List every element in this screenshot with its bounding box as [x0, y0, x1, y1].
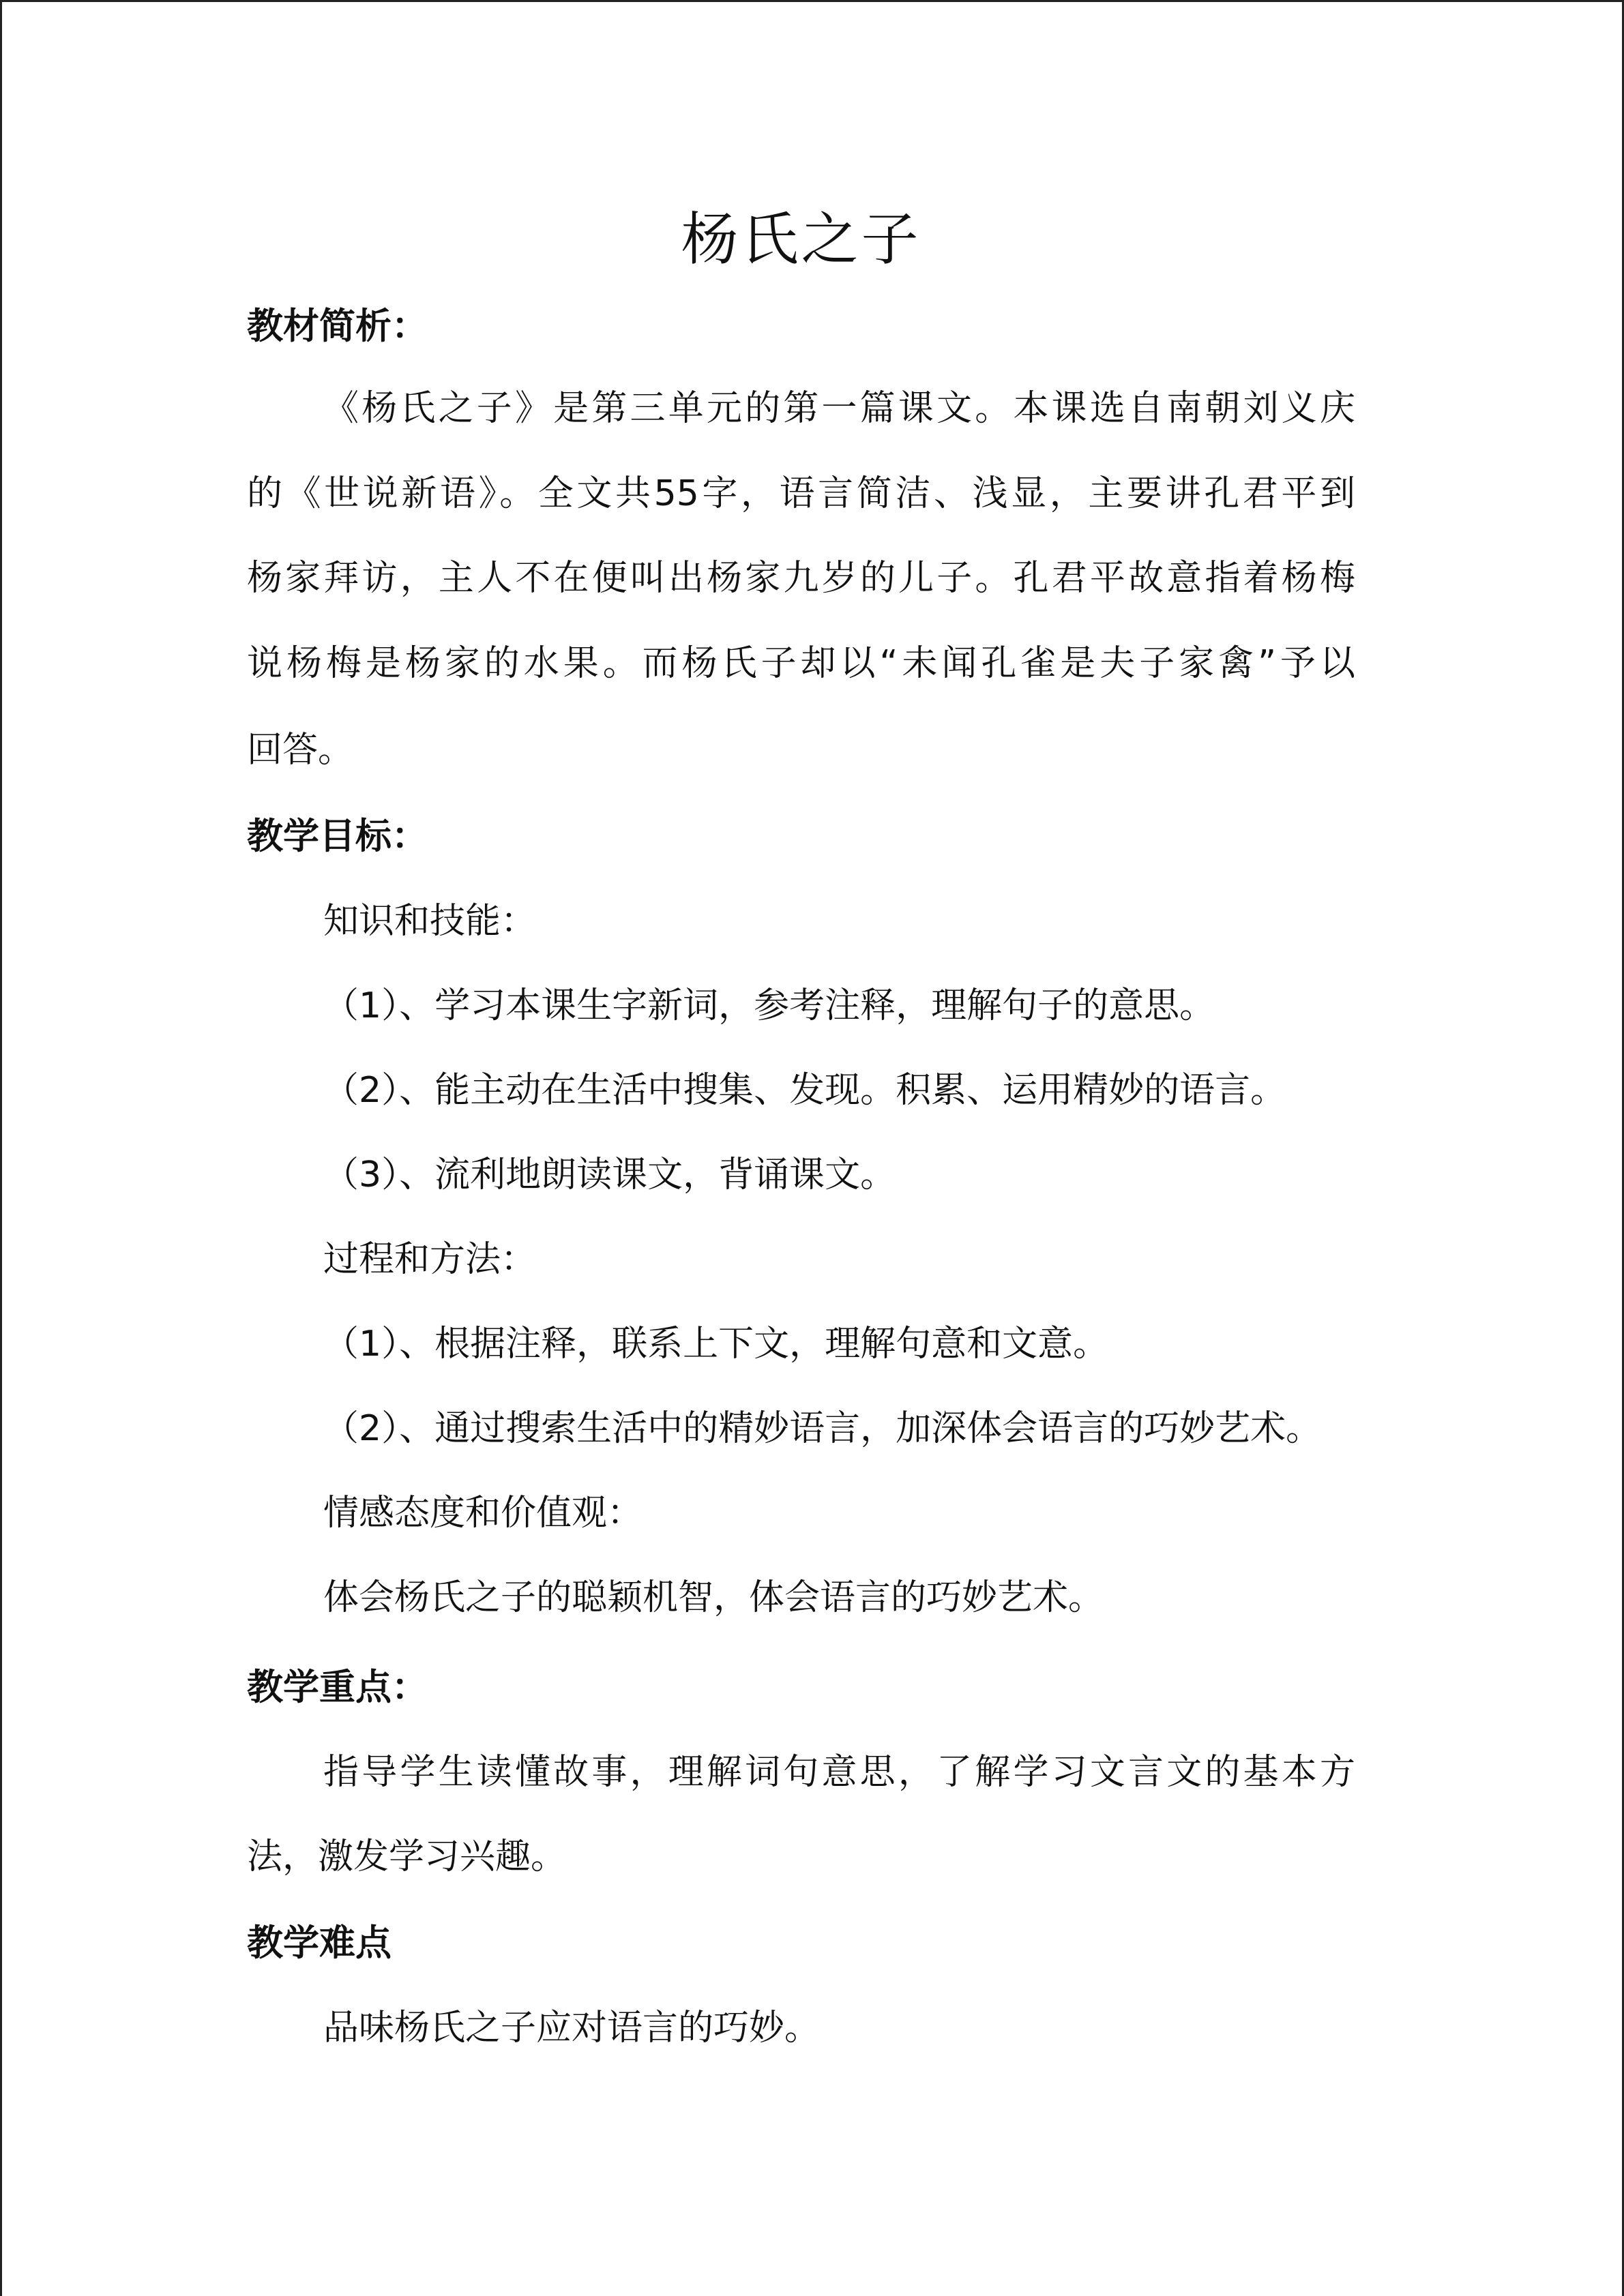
paragraph-line: 品味杨氏之子应对语言的巧妙。: [323, 2008, 821, 2048]
section-heading-textbook-analysis: 教材简析：: [247, 305, 428, 347]
paragraph-line: 的《世说新语》。全文共55字，语言简洁、浅显，主要讲孔君平到: [247, 473, 1355, 514]
list-item: （1）、根据注释，联系上下文，理解句意和文意。: [323, 1324, 1109, 1365]
paragraph-line: 指导学生读懂故事，理解词句意思，了解学习文言文的基本方: [323, 1752, 1355, 1793]
document-title: 杨氏之子: [681, 206, 921, 273]
section-heading-teaching-objectives: 教学目标：: [247, 816, 428, 857]
list-item: 体会杨氏之子的聪颖机智，体会语言的巧妙艺术。: [323, 1577, 1104, 1618]
subheading-process-method: 过程和方法：: [323, 1239, 537, 1280]
subheading-knowledge-skills: 知识和技能：: [323, 901, 537, 942]
list-item: （2）、通过搜索生活中的精妙语言，加深体会语言的巧妙艺术。: [323, 1408, 1322, 1449]
paragraph-line: 杨家拜访，主人不在便叫出杨家九岁的儿子。孔君平故意指着杨梅: [247, 558, 1355, 599]
list-item: （3）、流利地朗读课文，背诵课文。: [323, 1154, 896, 1195]
paragraph-line: 回答。: [247, 730, 354, 771]
list-item: （1）、学习本课生字新词，参考注释，理解句子的意思。: [323, 985, 1215, 1026]
section-heading-teaching-focus: 教学重点：: [247, 1667, 428, 1708]
section-heading-teaching-difficulty: 教学难点: [247, 1922, 392, 1964]
paragraph-line: 法，激发学习兴趣。: [247, 1836, 567, 1877]
list-item: （2）、能主动在生活中搜集、发现。积累、运用精妙的语言。: [323, 1070, 1286, 1111]
subheading-attitude-values: 情感态度和价值观：: [323, 1493, 643, 1534]
paragraph-line: 说杨梅是杨家的水果。而杨氏子却以“未闻孔雀是夫子家禽”予以: [247, 643, 1355, 684]
paragraph-line: 《杨氏之子》是第三单元的第一篇课文。本课选自南朝刘义庆: [323, 388, 1355, 429]
